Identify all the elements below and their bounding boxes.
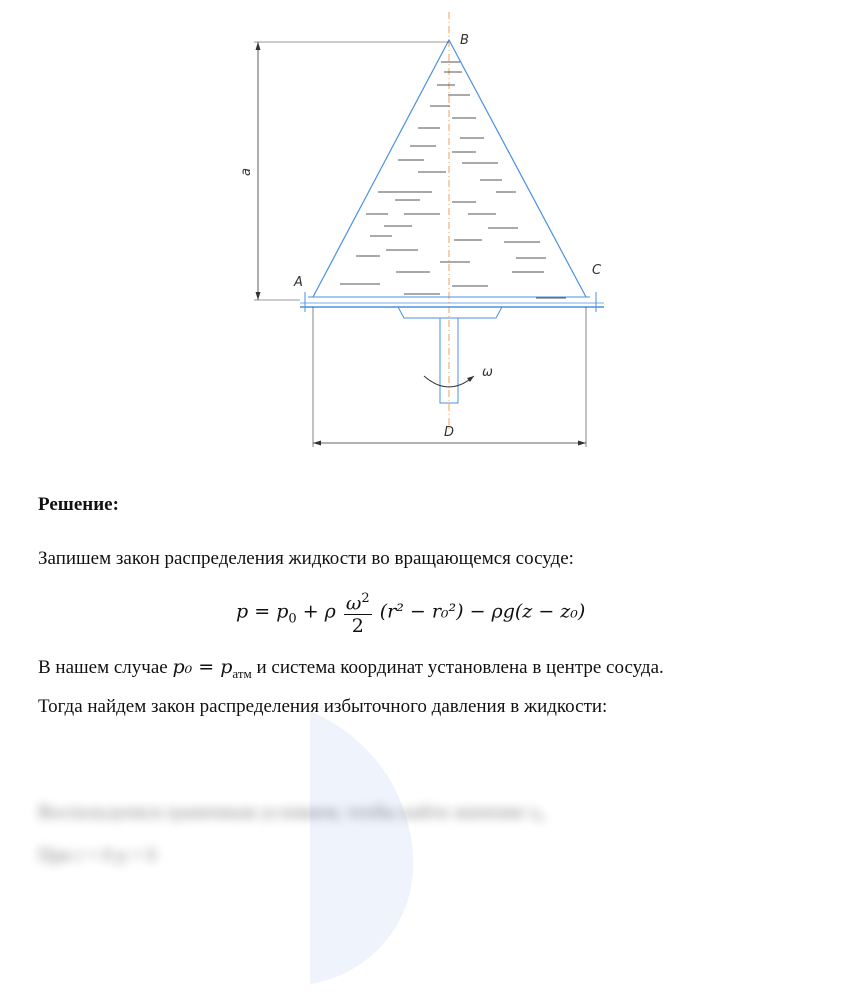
paragraph-1: Запишем закон распределения жидкости во вращающемся сосуде: (38, 548, 574, 569)
label-a: A (294, 275, 303, 290)
solution-heading: Решение: (38, 494, 119, 515)
label-c: C (592, 263, 602, 278)
inline-formula-p0: p₀ = p (172, 656, 233, 678)
label-omega: ω (482, 365, 493, 380)
paragraph-3: Тогда найдем закон распределения избыточного давления в жидкости: (38, 696, 608, 717)
label-dim-d: D (444, 425, 455, 440)
pressure-formula: $p = p_0 + \rho$ $\frac{\omega^2}{2}$ (r² − r₀²) − ρg(z − z₀) (236, 588, 585, 637)
label-dim-a: a (239, 168, 254, 176)
blurred-line-a: Воспользуемся граничным условием, чтобы найти значение z₀ (38, 802, 545, 823)
paragraph-2: В нашем случае $p_0 = p_{атм}$ и система координат установлена в центре сосуда. (38, 656, 664, 681)
blurred-line-b: При r = 0 p = 0 (38, 845, 157, 866)
watermark-logo (310, 40, 730, 1000)
label-b: B (460, 33, 469, 48)
